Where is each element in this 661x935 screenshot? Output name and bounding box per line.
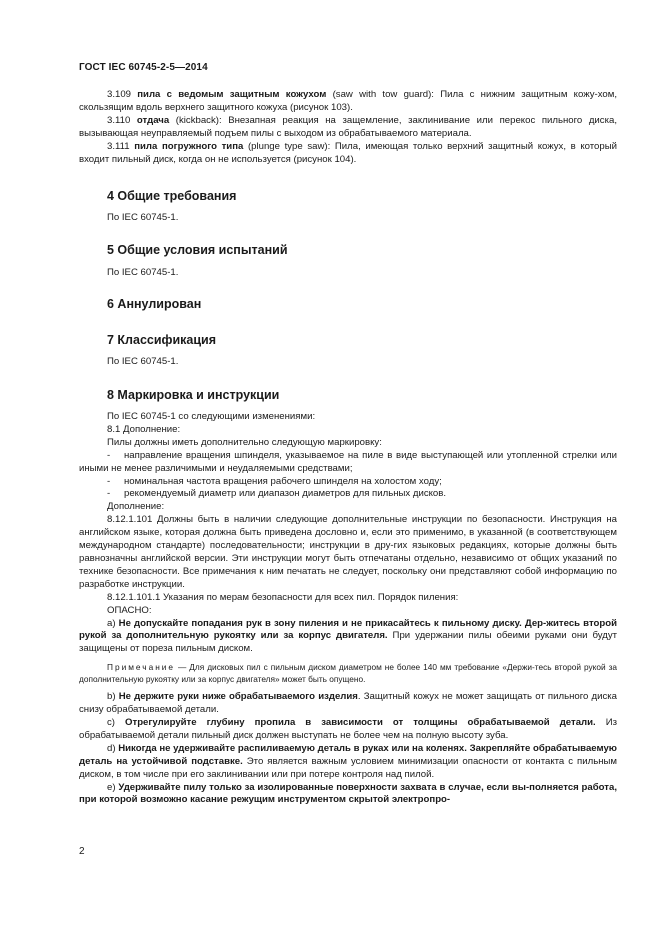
page-number: 2 <box>79 846 85 857</box>
safety-item-c: c) Отрегулируйте глубину пропила в зависимости от толщины обрабатываемой детали. Из обрабатываемой детали пильный диск должен выступать не более чем на полную высоту зуба. <box>79 717 618 741</box>
safety-item-a: a) Не допускайте попадания рук в зону пиления и не прикасайтесь к пильному диску. Дер-житесь второй рукой за дополнительную рукоятку или за корпус двигателя. При удержании пилы обеими руками они будут защищены от пореза пильным диском. <box>79 617 618 655</box>
addition-2-label: Дополнение: <box>107 501 165 513</box>
addition-8-1-label: 8.1 Дополнение: <box>107 423 181 435</box>
section-4-heading: 4 Общие требования <box>107 189 237 203</box>
section-6-heading: 6 Аннулирован <box>107 297 202 311</box>
section-5-body: По IEC 60745-1. <box>107 267 179 278</box>
section-5-heading: 5 Общие условия испытаний <box>107 243 288 257</box>
safety-item-e: e) Удерживайте пилу только за изолированные поверхности захвата в случае, если вы-полняется работа, при которой возможно касание режущим инструментом скрытой электропро- <box>79 781 617 806</box>
marking-bullet: - рекомендуемый диаметр или диапазон диаметров для пильных дисков. <box>107 488 447 500</box>
section-4-body: По IEC 60745-1. <box>107 212 179 223</box>
section-8-intro: По IEC 60745-1 со следующими изменениями: <box>107 411 316 422</box>
section-8-body <box>79 411 617 807</box>
safety-item-b: b) Не держите руки ниже обрабатываемого изделия. Защитный кожух не может защищать от пильного диска снизу обрабатываемой детали. <box>79 691 617 716</box>
marking-bullet: - номинальная частота вращения рабочего шпинделя на холостом ходу; <box>107 475 442 487</box>
clause-8-12-1-101: 8.12.1.101 Должны быть в наличии следующие дополнительные инструкции по безопасности. Инструкция на английском языке, которая должна быть приведена дословно и, если это применимо, в указанной (в соответствующем международном стандарте) последовательности; инструкции в дру-гих языковых редакциях, которые должны быть равнозначны английской версии. Эти инструкции могут быть отпечатаны отдельно, независимо от общих указаний по технике безопасности. Все примечания к ним печатать не следует, поскольку они представляют собой информацию по разработке инструкции. <box>79 514 617 590</box>
section-7-body: По IEC 60745-1. <box>107 356 179 367</box>
marking-bullet: - направление вращения шпинделя, указываемое на пиле в виде выступающей или утопленной стрелки или иными не менее различимыми и неудаляемыми средствами; <box>79 449 617 474</box>
definition-3-109: 3.109 пила с ведомым защитным кожухом (saw with tow guard): Пила с нижним защитным кожу-хом, скользящим вдоль верхнего защитного кожуха (рисунок 103). <box>79 89 618 113</box>
section-8-heading: 8 Маркировка и инструкции <box>107 388 280 402</box>
safety-item-d: d) Никогда не удерживайте распиливаемую деталь в руках или на коленях. Закрепляйте обрабатываемую деталь на устойчивой подставке. Это является важным условием минимизации опасности от контакта с пильным диском, в том числе при его заклинивании или при потере контроля над пилой. <box>79 742 617 780</box>
danger-label: ОПАСНО: <box>107 604 152 616</box>
definition-3-111: 3.111 пила погружного типа (plunge type saw): Пила, имеющая только верхний защитный кожух, в который входит пильный диск, когда он не используется (рисунок 104). <box>79 140 617 165</box>
section-7-heading: 7 Классификация <box>107 333 217 347</box>
note: Примечание — Для дисковых пил с пильным диском диаметром не более 140 мм требование «Держи-тесь второй рукой за дополнительную рукоятку или за корпус двигателя» может быть опущено. <box>79 662 617 684</box>
standard-header: ГОСТ IEC 60745-2-5—2014 <box>79 62 208 73</box>
definitions-block <box>79 89 617 166</box>
addition-8-1-text: Пилы должны иметь дополнительно следующую маркировку: <box>107 436 382 448</box>
definition-3-110: 3.110 отдача (kickback): Внезапная реакция на защемление, заклинивание или перекос пильного диска, вызывающая неуправляемый подъем пилы с выходом из обрабатываемого материала. <box>79 114 617 139</box>
clause-8-12-1-101-1: 8.12.1.101.1 Указания по мерам безопасности для всех пил. Порядок пиления: <box>107 591 459 603</box>
